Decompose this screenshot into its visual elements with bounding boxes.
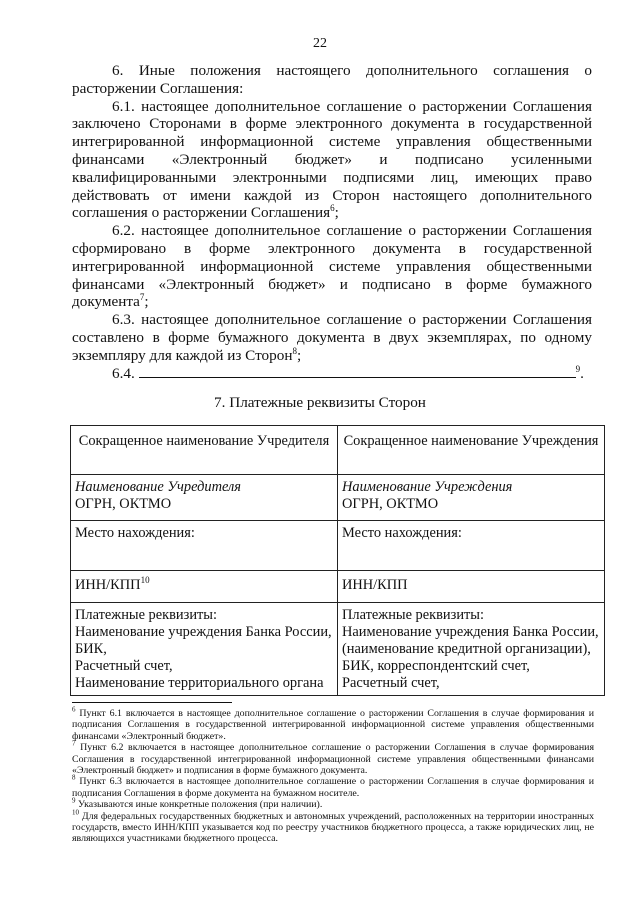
- institution-payment-details: Платежные реквизиты: Наименование учреждения Банка России, (наименование кредитной организации), БИК, корреспондентский счет, Расчетный счет,: [338, 603, 605, 696]
- footnote-ref-10[interactable]: 10: [140, 575, 150, 586]
- document-body: [72, 62, 592, 382]
- footnote-10: $^{10}$ Для федеральных государственных бюджетных и автономных учреждений, расположенных на территории иностранных государств, вместо ИНН/КПП указывается код по реестру участников бюджетного процесса, а также юридических лиц, не являющихся участниками бюджетного процесса.: [72, 808, 594, 845]
- blank-line: [139, 365, 576, 378]
- footnote-7: $^7$ Пункт 6.2 включается в настоящее дополнительное соглашение о расторжении Соглашения в случае формирования Соглашения в государственной интегрированной информационной системе управления общественными финансами «Электронный бюджет» и подписания в форме бумажного документа.: [72, 739, 595, 777]
- founder-address: Место нахождения:: [71, 521, 338, 571]
- footnote-ref-6[interactable]: 6: [330, 203, 335, 214]
- section-6-3: 6.3. настоящее дополнительное соглашение о расторжении Соглашения составлено в форме бумажного документа в двух экземплярах, по одному экземпляру для каждой из Сторон$^8$;: [72, 311, 592, 364]
- page-number: 22: [313, 36, 327, 51]
- table-row: [71, 475, 605, 521]
- founder-ogrn: ОГРН, ОКТМО: [75, 496, 172, 512]
- founder-header: Сокращенное наименование Учредителя: [71, 426, 338, 475]
- institution-name-cell: [338, 475, 605, 521]
- founder-inn: ИНН/КПП$^{10}$: [71, 571, 338, 603]
- footnote-6: $^6$ Пункт 6.1 включается в настоящее дополнительное соглашение о расторжении Соглашения в случае формирования и подписания Соглашения в государственной интегрированной информационной системе управления общественными финансами «Электронный бюджет».: [72, 705, 594, 742]
- footnote-ref-7[interactable]: 7: [139, 292, 145, 303]
- institution-name: Наименование Учреждения: [342, 479, 513, 495]
- table-row: [71, 603, 605, 696]
- section-6: 6. Иные положения настоящего дополнительного соглашения о расторжении Соглашения:: [72, 62, 592, 97]
- footnotes: [72, 705, 595, 845]
- section-6-1: 6.1. настоящее дополнительное соглашение о расторжении Соглашения заключено Сторонами в форме электронного документа в государственной интегрированной информационной системе управления общественными финансами «Электронный бюджет» и подписано усиленными квалифицированными электронными подписями лиц, имеющих право действовать от имени каждой из Сторон настоящего дополнительного соглашения о расторжении Соглашения$^6$;: [72, 97, 592, 222]
- founder-name: Наименование Учредителя: [75, 479, 241, 495]
- founder-payment-details: Платежные реквизиты: Наименование учреждения Банка России, БИК, Расчетный счет, Наименование территориального органа: [71, 603, 338, 696]
- footnote-separator: [72, 702, 232, 703]
- table-row: [71, 571, 605, 603]
- payment-details-table: [70, 425, 605, 696]
- table-row: [71, 521, 605, 571]
- section-6-2: 6.2. настоящее дополнительное соглашение о расторжении Соглашения сформировано в форме электронного документа в государственной интегрированной информационной системе управления общественными финансами «Электронный бюджет» и подписано в форме бумажного документа$^7$;: [72, 222, 592, 311]
- founder-name-cell: [71, 475, 338, 521]
- footnote-ref-9[interactable]: 9: [575, 363, 581, 374]
- section-6-4: 6.4. $^9$.: [112, 363, 584, 382]
- footnote-8: $^8$ Пункт 6.3 включается в настоящее дополнительное соглашение о расторжении Соглашения в случае формирования и подписания Соглашения в форме документа на бумажном носителе.: [72, 774, 594, 799]
- institution-address: Место нахождения:: [338, 521, 605, 571]
- footnote-9: $^9$ Указываются иные конкретные положения (при наличии).: [72, 796, 323, 811]
- institution-inn: ИНН/КПП: [338, 571, 605, 603]
- table-row: [71, 426, 605, 475]
- footnote-ref-8[interactable]: 8: [292, 345, 297, 356]
- institution-ogrn: ОГРН, ОКТМО: [342, 496, 439, 512]
- section-7-heading: 7. Платежные реквизиты Сторон: [214, 394, 426, 411]
- institution-header: Сокращенное наименование Учреждения: [338, 426, 605, 475]
